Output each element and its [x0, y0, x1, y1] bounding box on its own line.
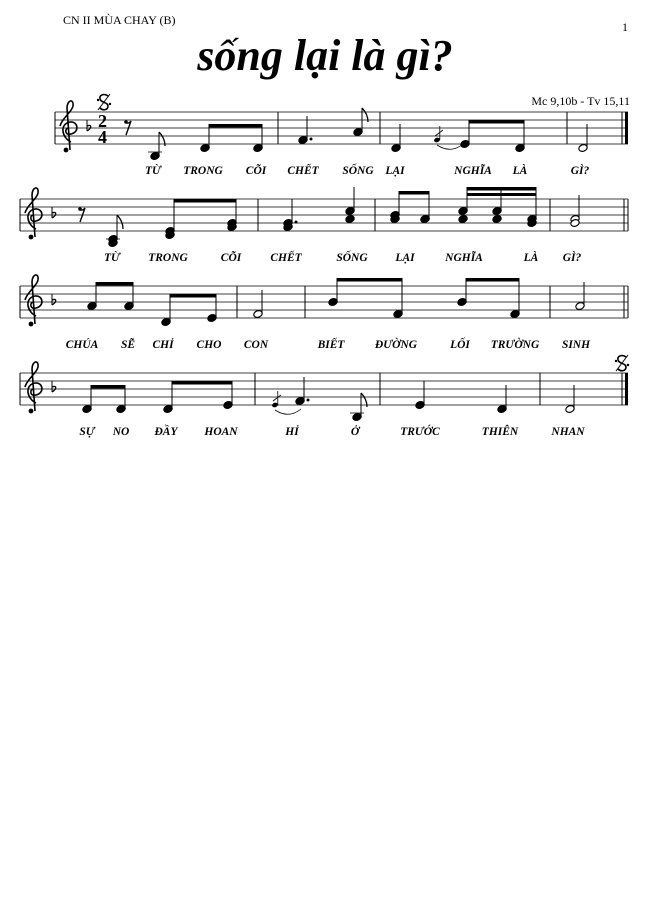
beam [466, 278, 519, 282]
final-barline [625, 373, 628, 405]
grace-slash [273, 395, 281, 401]
lyric-syllable: NO [112, 426, 130, 438]
key-flat [87, 120, 91, 131]
staff-system [20, 275, 628, 327]
lyric-syllable: LÀ [512, 165, 528, 177]
beam [467, 193, 536, 196]
dot [295, 221, 298, 224]
lyric-syllable: Ở [350, 426, 360, 438]
lyric-syllable: GÌ? [562, 252, 582, 264]
beam [399, 191, 429, 195]
lyric-syllable: TRƯỚC [400, 426, 440, 438]
treble-clef [25, 275, 42, 326]
lyric-syllable: CÕI [245, 165, 267, 177]
key-flat [52, 207, 56, 218]
lyric-syllable: LỐI [450, 339, 470, 351]
time-signature-top: 2 [98, 111, 107, 131]
treble-clef [60, 101, 77, 152]
lyric-syllable: CHỈ [152, 339, 174, 351]
treble-clef [25, 362, 42, 413]
chord-note-head [345, 215, 355, 224]
lyric-syllable: CÕI [220, 252, 242, 264]
lyric-syllable: SỐNG [342, 165, 374, 177]
key-flat [52, 381, 56, 392]
lyric-syllable: NHAN [551, 426, 585, 438]
lyric-syllable: SINH [561, 339, 591, 351]
lyric-syllable: GÌ? [570, 165, 590, 177]
lyric-syllable: CHẾT [287, 165, 319, 177]
slur [437, 144, 463, 149]
beam [174, 199, 236, 203]
lyric-syllable: CHO [196, 339, 222, 351]
scripture-reference: Mc 9,10b - Tv 15,11 [531, 94, 630, 108]
beam [96, 282, 133, 286]
chord-note-head [492, 215, 502, 224]
dot [307, 399, 310, 402]
staff-system [20, 355, 629, 421]
grace-slash [435, 130, 443, 136]
segno-icon [615, 355, 629, 371]
lyric-syllable: HOAN [204, 426, 238, 438]
time-signature-bottom: 4 [98, 127, 107, 147]
beam [467, 187, 536, 191]
staff-system [20, 187, 628, 247]
beam [91, 385, 125, 389]
lyric-syllable: LẠI [395, 252, 415, 264]
eighth-rest-dot [124, 120, 128, 124]
lyric-syllable: TRONG [183, 165, 223, 177]
lyric-syllable: SỐNG [336, 252, 368, 264]
header-title-left: CN II MÙA CHAY (B) [63, 13, 176, 27]
beam [337, 278, 402, 282]
lyric-syllable: CON [243, 339, 269, 351]
dot [310, 138, 313, 141]
beam [172, 381, 232, 385]
key-flat [52, 294, 56, 305]
lyric-syllable: LÀ [523, 252, 539, 264]
lyric-syllable: NGHĨA [454, 165, 492, 177]
lyric-syllable: TỪ [104, 252, 120, 264]
lyric-syllable: SỰ [79, 426, 95, 438]
staff-system [55, 94, 628, 160]
lyric-syllable: SẼ [120, 339, 136, 351]
chord-note-head [458, 215, 468, 224]
page-number: 1 [622, 20, 628, 34]
beam [469, 120, 524, 124]
lyric-syllable: ĐƯỜNG [374, 339, 418, 351]
lyric-syllable: NGHĨA [445, 252, 483, 264]
note-flag [117, 215, 123, 229]
beam [170, 294, 216, 298]
lyric-syllable: THIÊN [481, 426, 519, 438]
lyric-syllable: HỈ [285, 426, 299, 438]
lyric-syllable: LẠI [385, 165, 405, 177]
lyric-syllable: ĐẦY [154, 426, 178, 438]
eighth-rest-dot [78, 207, 82, 211]
lyric-syllable: CHÚA [65, 339, 99, 351]
lyric-syllable: TRONG [148, 252, 188, 264]
song-title: sống lại là gì? [197, 31, 453, 80]
lyric-syllable: TỪ [145, 165, 161, 177]
slur [275, 409, 301, 414]
final-barline [625, 112, 628, 144]
treble-clef [25, 188, 42, 239]
lyric-syllable: CHẾT [270, 252, 302, 264]
segno-icon [97, 94, 111, 110]
beam [209, 124, 262, 128]
lyric-syllable: BIẾT [317, 339, 345, 351]
lyric-syllable: TRƯỜNG [490, 339, 540, 351]
